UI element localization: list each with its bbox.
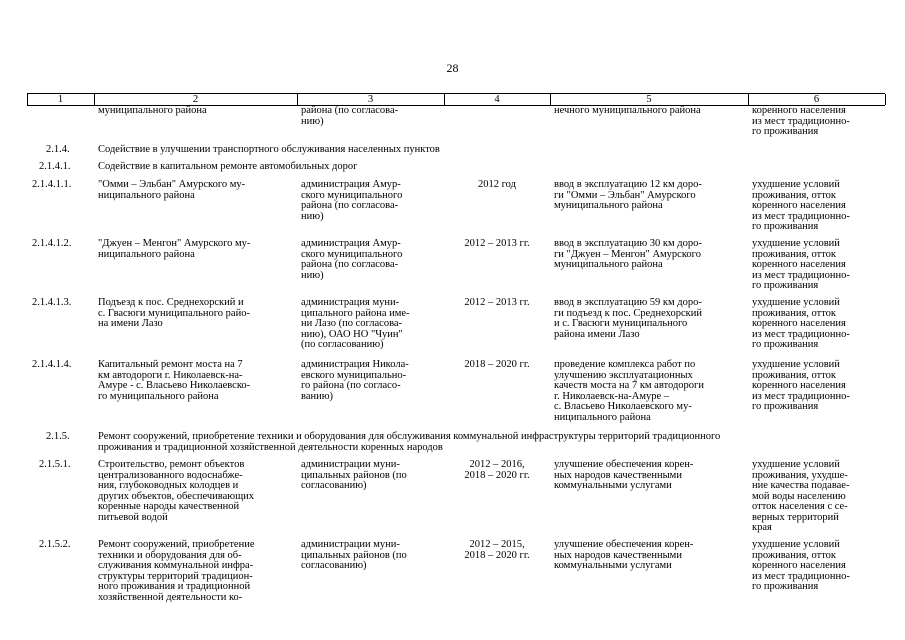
header-col-6: 6 <box>813 94 820 105</box>
cell-number: 2.1.5.1. <box>39 459 71 470</box>
cell-result: улучшение обеспечения корен- ных народов качественными коммунальными услугами <box>554 459 694 491</box>
cell-risk: коренного населения из мест традиционно- го проживания <box>752 105 850 137</box>
header-divider <box>885 94 886 105</box>
cell-executor: администрации муни- ципальных районов (по согласованию) <box>301 539 407 571</box>
header-col-2: 2 <box>192 94 199 105</box>
cell-result: ввод в эксплуатацию 12 км доро- ги "Омми – Эльбан" Амурского муниципального района <box>554 179 702 211</box>
cell-number: 2.1.4.1.1. <box>32 179 72 190</box>
cell-number: 2.1.4.1.2. <box>32 238 72 249</box>
cell-number: 2.1.5.2. <box>39 539 71 550</box>
cell-name: Ремонт сооружений, приобретение техники и оборудования для об- служивания коммунальной инфра- структуры территорий традицион- ного проживания и традиционной хозяйственной деятельности ко- <box>98 539 255 603</box>
cell-name: Подъезд к пос. Среднехорский и с. Гвасюги муниципального райо- на имени Лазо <box>98 297 250 329</box>
cell-executor: администрации муни- ципальных районов (по согласованию) <box>301 459 407 491</box>
cell-name: "Джуен – Менгон" Амурского му- ниципального района <box>98 238 251 260</box>
section-title: Содействие в капитальном ремонте автомобильных дорог <box>98 161 358 172</box>
cell-risk: ухудшение условий проживания, ухудше- ние качества подавае- мой воды населению отток населения с се- верных территорий края <box>752 459 850 533</box>
cell-result: проведение комплекса работ по улучшению эксплуатационных качеств моста на 7 км автодороги г. Николаевск-на-Амуре – с. Власьево Николаевского му- ниципального района <box>554 359 704 423</box>
cell-period: 2012 – 2015, 2018 – 2020 гг. <box>464 539 530 561</box>
section-title: Ремонт сооружений, приобретение техники и оборудования для обслуживания коммунальной инфраструктуры территорий традиционного проживания и традиционной хозяйственной деятельности коренных народов <box>98 431 721 453</box>
cell-result: ввод в эксплуатацию 59 км доро- ги подъезд к пос. Среднехорский и с. Гвасюги муниципального района имени Лазо <box>554 297 702 340</box>
cell-name: "Омми – Эльбан" Амурского му- ниципального района <box>98 179 246 201</box>
cell-number: 2.1.4.1.4. <box>32 359 72 370</box>
cell-executor: администрация Амур- ского муниципального района (по согласова- нию) <box>301 179 403 222</box>
cell-result: улучшение обеспечения корен- ных народов качественными коммунальными услугами <box>554 539 694 571</box>
section-number: 2.1.4. <box>46 144 70 155</box>
cell-executor: администрация муни- ципального района име- ни Лазо (по согласова- нию), ОАО НО "Чуин" (по согласованию) <box>301 297 410 350</box>
page-number: 28 <box>446 61 459 75</box>
cell-risk: ухудшение условий проживания, отток коренного населения из мест традиционно- го проживания <box>752 359 850 412</box>
cell-period: 2012 – 2013 гг. <box>464 297 530 308</box>
header-top-rule <box>27 93 885 94</box>
cell-period: 2018 – 2020 гг. <box>464 359 530 370</box>
header-col-3: 3 <box>367 94 374 105</box>
header-col-1: 1 <box>57 94 64 105</box>
cell-executor: администрация Амур- ского муниципального района (по согласова- нию) <box>301 238 403 281</box>
cell-result: ввод в эксплуатацию 30 км доро- ги "Джуен – Менгон" Амурского муниципального района <box>554 238 702 270</box>
cell-name: Строительство, ремонт объектов централизованного водоснабже- ния, глубоководных колодцев и других объектов, обеспечивающих коренные народы качественной питьевой водой <box>98 459 255 523</box>
cell-executor: администрация Никола- евского муниципально- го района (по согласо- ванию) <box>301 359 409 402</box>
cell-period: 2012 год <box>478 179 516 190</box>
cell-risk: ухудшение условий проживания, отток коренного населения из мест традиционно- го проживания <box>752 238 850 291</box>
cell-result: нечного муниципального района <box>554 105 701 116</box>
cell-risk: ухудшение условий проживания, отток коренного населения из мест традиционно- го проживания <box>752 539 850 592</box>
cell-period: 2012 – 2013 гг. <box>464 238 530 249</box>
header-col-4: 4 <box>494 94 500 105</box>
section-number: 2.1.5. <box>46 431 70 442</box>
section-title: Содействие в улучшении транспортного обслуживания населенных пунктов <box>98 144 440 155</box>
cell-number: 2.1.4.1.3. <box>32 297 72 308</box>
header-col-5: 5 <box>646 94 652 105</box>
cell-executor: района (по согласова- нию) <box>301 105 399 127</box>
section-number: 2.1.4.1. <box>39 161 71 172</box>
cell-period: 2012 – 2016, 2018 – 2020 гг. <box>464 459 530 481</box>
cell-name: Капитальный ремонт моста на 7 км автодороги г. Николаевск-на- Амуре - с. Власьево Николаевско- го муниципального района <box>98 359 251 402</box>
cell-risk: ухудшение условий проживания, отток коренного населения из мест традиционно- го проживания <box>752 179 850 232</box>
cell-name: муниципального района <box>98 105 207 116</box>
cell-risk: ухудшение условий проживания, отток коренного населения из мест традиционно- го проживания <box>752 297 850 350</box>
